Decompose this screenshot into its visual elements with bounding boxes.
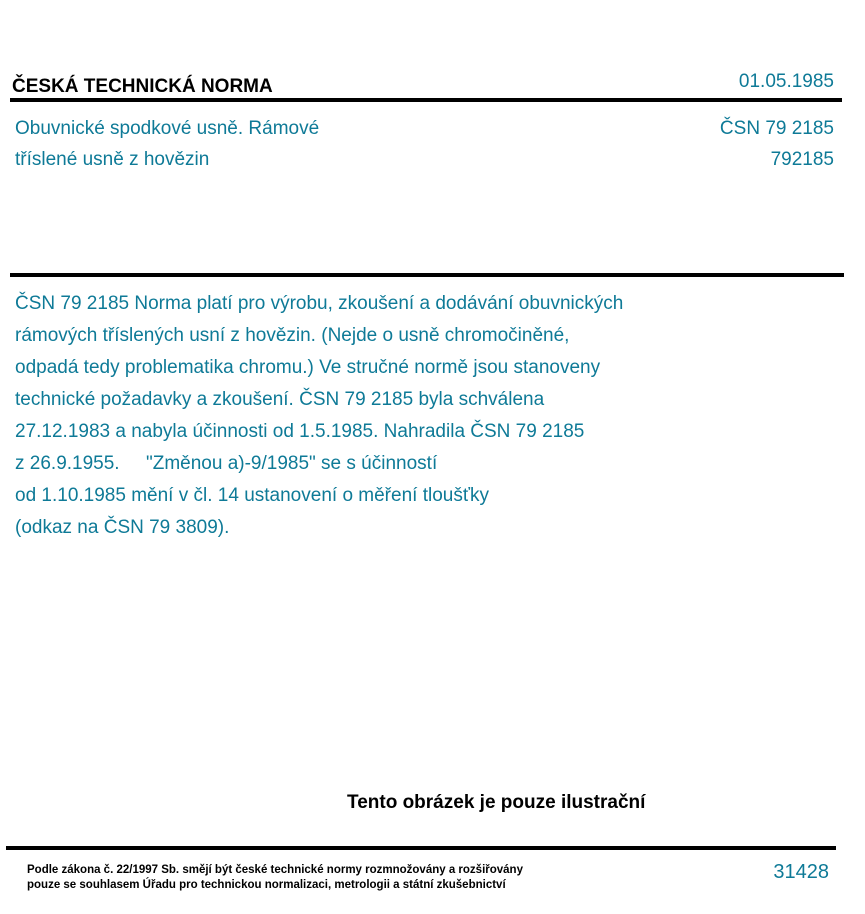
annotation-line: (odkaz na ČSN 79 3809). <box>15 517 230 538</box>
standard-designation: ČSN 79 2185 <box>719 118 834 139</box>
annotation-line: z 26.9.1955. "Změnou a)-9/1985" se s účinností <box>15 453 438 474</box>
section-rule <box>10 273 844 277</box>
legal-notice-line: Podle zákona č. 22/1997 Sb. smějí být české technické normy rozmnožovány a rozšiřovány <box>27 864 523 876</box>
footer-rule <box>6 846 836 850</box>
standard-title-line: Obuvnické spodkové usně. Rámové <box>15 118 320 139</box>
effective-date: 01.05.1985 <box>738 71 834 92</box>
illustration-notice: Tento obrázek je pouze ilustrační <box>347 792 646 813</box>
legal-notice-line: pouze se souhlasem Úřadu pro technickou normalizaci, metrologii a státní zkušebnictví <box>27 879 506 891</box>
annotation-line: odpadá tedy problematika chromu.) Ve stručné normě jsou stanoveny <box>15 357 601 378</box>
annotation-line: 27.12.1983 a nabyla účinnosti od 1.5.1985. Nahradila ČSN 79 2185 <box>15 421 585 442</box>
standard-title-line: tříslené usně z hovězin <box>15 149 210 170</box>
annotation-line: ČSN 79 2185 Norma platí pro výrobu, zkoušení a dodávání obuvnických <box>15 293 624 314</box>
standard-type-label: ČESKÁ TECHNICKÁ NORMA <box>12 76 273 97</box>
classification-number: 792185 <box>770 149 834 170</box>
annotation-line: rámových tříslených usní z hovězin. (Nejde o usně chromočiněné, <box>15 325 570 346</box>
catalog-number: 31428 <box>773 861 829 883</box>
annotation-line: technické požadavky a zkoušení. ČSN 79 2185 byla schválena <box>15 389 545 410</box>
header-rule <box>10 98 842 102</box>
annotation-line: od 1.10.1985 mění v čl. 14 ustanovení o měření tloušťky <box>15 485 489 506</box>
